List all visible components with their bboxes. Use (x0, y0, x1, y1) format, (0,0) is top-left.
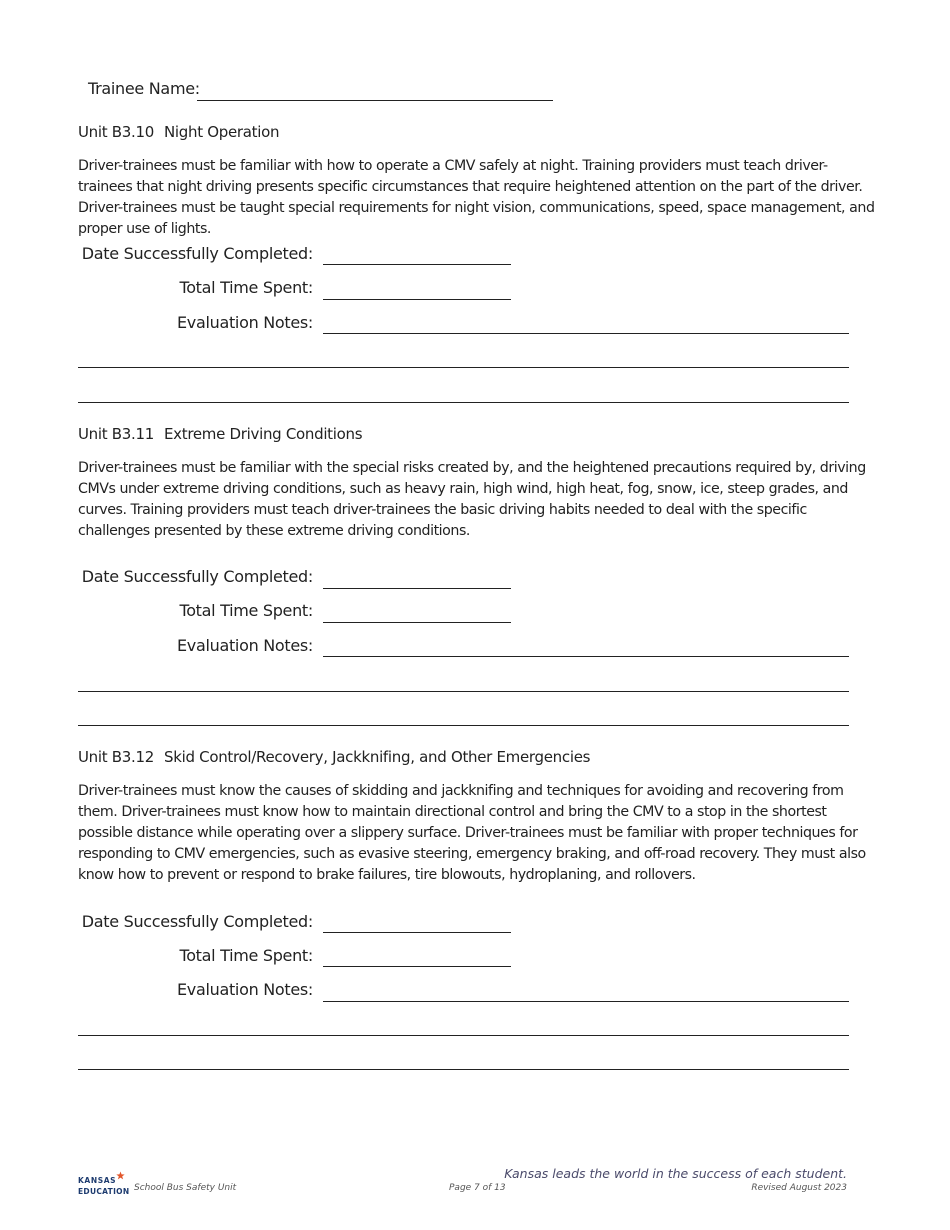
footer-tagline: Kansas leads the world in the success of each student. (504, 1166, 847, 1181)
unit-b3-12-heading (78, 748, 590, 766)
evaluation-notes-label: Evaluation Notes: (176, 980, 313, 999)
unit-b3-12-description: Driver-trainees must know the causes of skidding and jackknifing and techniques for avoiding and recovering from them. Driver-trainees must know how to maintain directional control and bring the CMV to a stop in the shortest possible distance while operating over a slippery surface. Driver-trainees must be familiar with proper techniques for responding to CMV emergencies, such as evasive steering, emergency braking, and off-road recovery. They must also know how to prevent or respond to brake failures, tire blowouts, hydroplaning, and rollovers. (78, 783, 866, 883)
unit-title: Extreme Driving Conditions (164, 425, 363, 443)
footer-revised-date: Revised August 2023 (751, 1183, 847, 1193)
evaluation-notes-line[interactable] (78, 1069, 849, 1070)
unit-b3-10-description: Driver-trainees must be familiar with how to operate a CMV safely at night. Training providers must teach driver-trainees that night driving presents specific circumstances that require heightened attention on the part of the driver. Driver-trainees must be taught special requirements for night vision, communications, speed, space management, and proper use of lights. (78, 158, 875, 237)
total-time-field[interactable] (323, 966, 511, 967)
unit-code: Unit B3.10 (78, 123, 154, 141)
unit-b3-10-heading (78, 123, 279, 141)
evaluation-notes-line[interactable] (78, 725, 849, 726)
footer-page-number: Page 7 of 13 (449, 1183, 506, 1193)
logo-text-kansas: KANSAS (78, 1176, 117, 1185)
trainee-name-field[interactable] (197, 100, 553, 101)
date-completed-label: Date Successfully Completed: (81, 567, 313, 586)
date-completed-field[interactable] (323, 588, 511, 589)
footer-doc-title: School Bus Safety Unit (134, 1183, 237, 1193)
total-time-label: Total Time Spent: (179, 946, 313, 965)
unit-b3-11-heading (78, 425, 362, 443)
unit-code: Unit B3.12 (78, 748, 154, 766)
logo-text-education: EDUCATION (78, 1187, 130, 1196)
evaluation-notes-field[interactable] (323, 1001, 849, 1002)
evaluation-notes-line[interactable] (78, 367, 849, 368)
evaluation-notes-line[interactable] (78, 402, 849, 403)
date-completed-field[interactable] (323, 264, 511, 265)
unit-title: Skid Control/Recovery, Jackknifing, and Other Emergencies (164, 748, 591, 766)
evaluation-notes-field[interactable] (323, 656, 849, 657)
evaluation-notes-label: Evaluation Notes: (176, 636, 313, 655)
star-icon (116, 1171, 125, 1180)
total-time-field[interactable] (323, 299, 511, 300)
total-time-label: Total Time Spent: (179, 278, 313, 297)
evaluation-notes-line[interactable] (78, 691, 849, 692)
evaluation-notes-label: Evaluation Notes: (176, 313, 313, 332)
evaluation-notes-line[interactable] (78, 1035, 849, 1036)
total-time-label: Total Time Spent: (179, 601, 313, 620)
date-completed-label: Date Successfully Completed: (81, 244, 313, 263)
date-completed-label: Date Successfully Completed: (81, 912, 313, 931)
total-time-field[interactable] (323, 622, 511, 623)
date-completed-field[interactable] (323, 932, 511, 933)
trainee-name-label: Trainee Name: (88, 79, 200, 98)
evaluation-notes-field[interactable] (323, 333, 849, 334)
unit-code: Unit B3.11 (78, 425, 154, 443)
kansas-education-logo (78, 1172, 128, 1198)
unit-title: Night Operation (164, 123, 280, 141)
unit-b3-11-description: Driver-trainees must be familiar with the special risks created by, and the heightened precautions required by, driving CMVs under extreme driving conditions, such as heavy rain, high wind, high heat, fog, snow, ice, steep grades, and curves. Training providers must teach driver-trainees the basic driving habits needed to deal with the specific challenges presented by these extreme driving conditions. (78, 460, 866, 539)
